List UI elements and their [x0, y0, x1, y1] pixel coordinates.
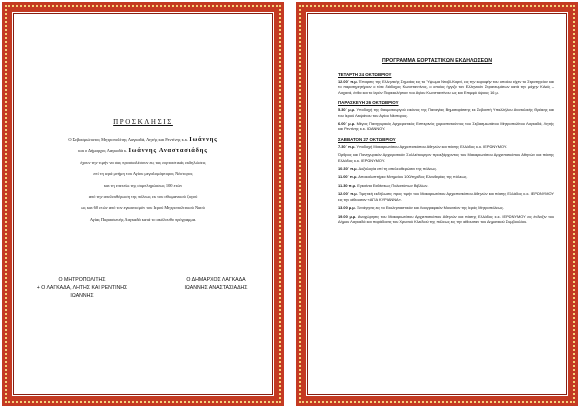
program-item: [338, 166, 554, 171]
program-days: [314, 72, 560, 224]
item-text: Υποδοχή της θαυματουργού εικόνος της Παναγίας Βηματαρίσσης εκ Σεβαστή Υπαλλήλου Ανατολικής Θράκης και του Ιερού Λειψάνου του Αγίου Νέστορος.: [338, 107, 555, 118]
invitation-line: [20, 157, 266, 168]
signature-line: Ο ΜΗΤΡΟΠΟΛΙΤΗΣ: [58, 277, 106, 283]
signature-line: + Ο ΛΑΓΚΑΔΑ, ΛΗΤΗΣ ΚΑΙ ΡΕΝΤΙΝΗΣ: [36, 285, 128, 291]
item-time: 11.30 π.μ.: [338, 182, 357, 188]
signature-metropolitan: [22, 276, 142, 300]
program-item: [338, 79, 554, 95]
program-item: [338, 121, 554, 132]
signature-line: Ο ΔΗΜΑΡΧΟΣ ΛΑΓΚΑΔΑ: [186, 277, 246, 283]
signature-mayor: [156, 276, 266, 292]
program-item: [338, 191, 554, 202]
day-heading: ΤΕΤΑΡΤΗ 24 ΟΚΤΩΒΡΙΟΥ: [338, 72, 392, 77]
day-heading: ΣΑΒΒΑΤΟΝ 27 ΟΚΤΩΒΡΙΟΥ: [338, 136, 396, 142]
line-text: και τη επετείω της συμπληρώσεως 100 ετών: [103, 182, 183, 188]
invitation-line: [20, 202, 266, 213]
item-text: Αναχώρησις του Μακαριωτάτου Αρχιεπισκόπου Αθηνών και πάσης Ελλάδος κ.κ. ΙΕΡΩΝΥΜΟΥ εις ένδειξιν του Δήμου Λαγκαδά και παράδοσις του Χρυσού Κλειδιού της πόλεως εις την αίθουσαν του Δημοτικού Συμβουλίου.: [338, 213, 554, 224]
invitation-panel: [2, 2, 284, 406]
program-item: [338, 152, 554, 163]
program-content: [314, 18, 560, 390]
item-time: 12.00΄ π.μ.: [338, 191, 358, 197]
item-time: 6.00΄ μ.μ.: [338, 121, 356, 127]
item-text: Όρθρος και Πανηγυρικόν Αρχιερατικόν Συλλείτουργον προεξάρχοντος του Μακαριωτάτου Αρχιεπισκόπου Αθηνών και πάσης Ελλάδος κ.κ. ΙΕΡΩΝΥΜΟΥ.: [338, 152, 554, 163]
item-time: 19.00 μ.μ.: [338, 213, 357, 219]
invitation-line: [20, 168, 266, 179]
line-text: ως και 60 ετών από τον εγκαινισμόν του Ιερού Μητροπολιτικού Ναού: [81, 205, 205, 211]
invitation-title: ΠΡΟΣΚΛΗΣΙΣ: [113, 118, 173, 126]
item-text: Μέγας Πανηγυρικός Αρχιερατικός Εσπερινός χοροστατούντος του Σεβασμιωτάτου Μητροπολίτου Λαγκαδά, Λητής και Ρεντίνης κ.κ. ΙΩΑΝΝΟΥ.: [338, 121, 554, 132]
signature-line: ΙΩΑΝΝΗΣ ΑΝΑΣΤΑΣΙΑΔΗΣ: [184, 285, 248, 291]
program-item: [338, 107, 554, 118]
program-item: [338, 183, 554, 188]
item-text: Εγκαίνια Εκθέσεως Παλαιτύπων Βιβλίων.: [357, 182, 429, 188]
invitation-line: [20, 191, 266, 202]
line-text: Ο Σεβασμιώτατος Μητροπολίτης Λαγκαδά, Λητής και Ρεντίνης κ.κ.: [68, 137, 190, 142]
program-item: [338, 214, 554, 225]
invitation-lines: [20, 134, 266, 225]
item-text: Ξενάγησις εις το Εκκλησιαστικόν και Λαογραφικόν Μουσείον της Ιεράς Μητροπόλεως.: [356, 205, 505, 211]
invitation-content: [20, 18, 266, 390]
program-item: [338, 205, 554, 210]
invitation-line: [20, 180, 266, 191]
item-time: 11.00΄ π.μ.: [338, 174, 358, 180]
item-text: Αποκαλυπτήρια Μνημείου 100/τηρίδος Ελευθερίας της πόλεως.: [358, 174, 468, 180]
line-text: έχουν την τιμήν να σας προσκαλέσουν εις τας εορταστικάς εκδηλώσεις: [80, 159, 206, 165]
invitation-line: [20, 145, 266, 156]
item-time: 13.00 μ.μ.: [338, 205, 356, 211]
signature-line: ΙΩΑΝΝΗΣ: [70, 293, 94, 299]
line-text: από την απελευθέρωση της πόλεως εκ του οθωμανικού ζυγού: [88, 194, 198, 200]
item-time: 7.30΄ π.μ.: [338, 143, 356, 149]
program-item: [338, 174, 554, 179]
program-title: ΠΡΟΓΡΑΜΜΑ ΕΟΡΤΑΣΤΙΚΩΝ ΕΚΔΗΛΩΣΕΩΝ: [381, 58, 493, 64]
line-text: Αγίας Παρασκευής Λαγκαδά κατά το ακόλουθο πρόγραμμα.: [89, 216, 197, 222]
item-text: Υποδοχή Μακαριωτάτου Αρχιεπισκόπου Αθηνών και πάσης Ελλάδος κ.κ. ΙΕΡΩΝΥΜΟΥ.: [356, 143, 508, 149]
item-text: Τιμητική εκδήλωσις προς τιμήν του Μακαριωτάτου Αρχιεπισκόπου Αθηνών και πάσης Ελλάδος κ.κ. ΙΕΡΩΝΥΜΟΥ εις την αίθουσαν «ΑΓΙΑ ΚΥΡΙΑΝΝΑ».: [338, 191, 554, 202]
program-panel: [296, 2, 578, 406]
item-time: 10.30΄ π.μ.: [338, 166, 358, 172]
program-item: [338, 144, 554, 149]
invitation-line: [20, 214, 266, 225]
line-text: επί τη ιερά μνήμη του Αγίου μεγαλομάρτυρος Νέστορος: [93, 171, 193, 177]
item-text: Έπαρσις της Ελληνικής Σημαίας εις το Ύψωμα Νταβί-Καρνί, εις την κορυφήν του οποίου είχεν το Στρατηγείον και το παρατηρητήριον ο τότε διάδοχος Κωνσταντίνος, ο οποίος ήγγιζε τον Ελληνικόν Στρατευμάτων κατά την μάχην Κιλκίς – Λαχανά, ένθα και το Ιερόν Παρεκκλήσιον του Αγίου Κωνσταντίνου ως και Επιμφό ύψους 16 μ.: [338, 79, 554, 95]
line-name: Ιωάννης Αναστασιάδης: [128, 147, 208, 155]
item-time: 12.00΄ π.μ.: [338, 79, 358, 84]
day-heading: ΠΑΡΑΣΚΕΥΗ 26 ΟΚΤΩΒΡΙΟΥ: [338, 100, 399, 106]
item-time: 5.30΄ μ.μ.: [338, 107, 356, 113]
line-name: Ιωάννης: [189, 136, 218, 143]
invitation-line: [20, 134, 266, 145]
item-text: Δοξολογία επί τη απελευθερώσει της πόλεως.: [358, 166, 438, 172]
line-text: και ο Δήμαρχος Λαγκαδά κ.: [78, 148, 129, 154]
